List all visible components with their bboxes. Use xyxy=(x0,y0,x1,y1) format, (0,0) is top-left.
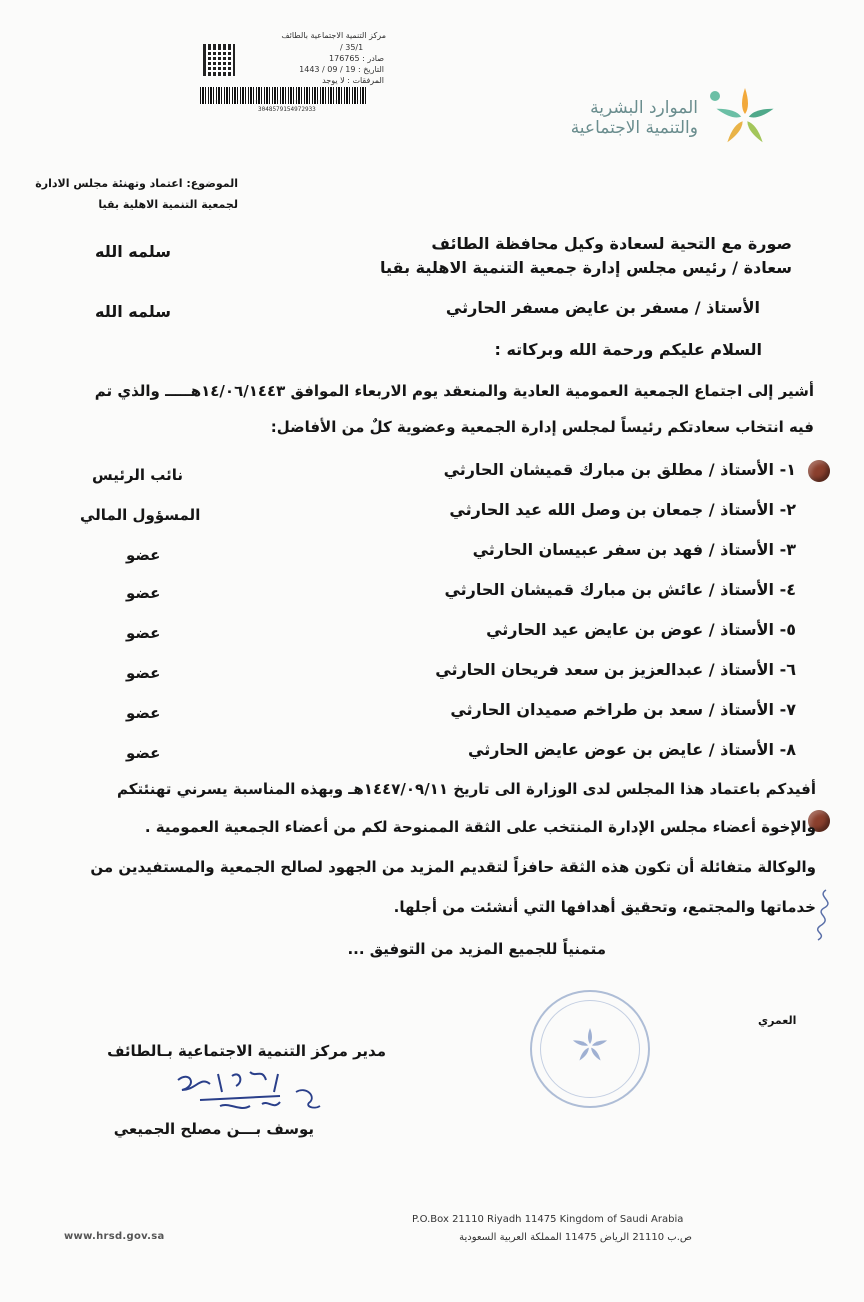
member-role: عضو xyxy=(126,546,161,564)
signatory-name: يوسف بـــن مصلح الجميعي xyxy=(113,1120,314,1138)
member-name: ٤- الأستاذ / عائش بن مبارك قميشان الحارثي xyxy=(444,580,796,599)
website-link[interactable]: www.hrsd.gov.sa xyxy=(64,1231,165,1242)
member-role: عضو xyxy=(126,624,161,642)
qr-code xyxy=(203,44,235,76)
handwritten-signature xyxy=(170,1066,330,1122)
subject-line2: لجمعية التنمية الاهلية بقيا xyxy=(98,198,238,211)
closing-line5: متمنياً للجميع المزيد من التوفيق ... xyxy=(347,940,606,958)
closing-line1: أفيدكم باعتماد هذا المجلس لدى الوزارة الى تاريخ ١٤٤٧/٠٩/١١هـ وبهذه المناسبة يسرني تهنئتكم xyxy=(117,780,816,798)
member-name: ٣- الأستاذ / فهد بن سفر عبيسان الحارثي xyxy=(472,540,796,559)
member-name: ٦- الأستاذ / عبدالعزيز بن سعد فريحان الحارثي xyxy=(435,660,796,679)
member-role: عضو xyxy=(126,744,161,762)
hrsd-logo-icon xyxy=(700,82,790,152)
paragraph-1-line1: أشير إلى اجتماع الجمعية العمومية العادية والمنعقد يوم الاربعاء الموافق ١٤/٠٦/١٤٤٣هـــــ والذي تم xyxy=(94,382,814,400)
ref-attachments: المرفقات : لا يوجد xyxy=(322,76,384,85)
closing-line3: والوكالة متفائلة أن تكون هذه الثقة حافزاً لتقديم المزيد من الجهود لصالح الجمعية والمستفيدين من xyxy=(90,858,816,876)
member-role: عضو xyxy=(126,584,161,602)
member-name: ٥- الأستاذ / عوض بن عايض عيد الحارثي xyxy=(486,620,796,639)
official-stamp xyxy=(530,990,650,1108)
closing-line2: والإخوة أعضاء مجلس الإدارة المنتخب على الثقة الممنوحة لكم من أعضاء الجمعية العمومية . xyxy=(144,818,816,836)
member-name: ٢- الأستاذ / جمعان بن وصل الله عيد الحارثي xyxy=(449,500,796,519)
copy-blessing: سلمه الله xyxy=(95,242,171,261)
member-role: المسؤول المالي xyxy=(80,506,201,524)
greeting: السلام عليكم ورحمة الله وبركاته : xyxy=(494,340,762,359)
subject-line1: الموضوع: اعتماد وتهنئة مجلس الادارة xyxy=(35,177,238,190)
member-name: ٨- الأستاذ / عايض بن عوض عايض الحارثي xyxy=(468,740,796,759)
copy-line: صورة مع التحية لسعادة وكيل محافظة الطائف xyxy=(431,234,792,253)
member-name: ٧- الأستاذ / سعد بن طراخم صميدان الحارثي xyxy=(450,700,796,719)
clerk-initials: العمري xyxy=(758,1014,797,1027)
member-name: ١- الأستاذ / مطلق بن مبارك قميشان الحارثي xyxy=(443,460,796,479)
hole-punch-top xyxy=(808,460,830,482)
ref-line1: / 35/1 xyxy=(340,43,364,52)
ref-center: مركز التنمية الاجتماعية بالطائف xyxy=(281,31,386,40)
ref-outgoing: صادر : 176765 xyxy=(329,54,384,63)
ref-date: التاريخ : 19 / 09 / 1443 xyxy=(299,65,384,74)
barcode xyxy=(200,87,368,104)
footer-address-ar: ص.ب 21110 الرياض 11475 المملكة العربية السعودية xyxy=(459,1232,692,1243)
handwritten-initial-mark xyxy=(806,886,842,942)
member-role: عضو xyxy=(126,664,161,682)
logo-text-line2: والتنمية الاجتماعية xyxy=(570,118,698,138)
footer-address-en: P.O.Box 21110 Riyadh 11475 Kingdom of Saudi Arabia xyxy=(412,1214,684,1225)
recipient-name: الأستاذ / مسفر بن عايض مسفر الحارثي xyxy=(445,298,760,317)
member-role: عضو xyxy=(126,704,161,722)
paragraph-1-line2: فيه انتخاب سعادتكم رئيساً لمجلس إدارة الجمعية وعضوية كلٌ من الأفاضل: xyxy=(270,418,814,436)
member-role: نائب الرئيس xyxy=(92,466,184,484)
chair-line: سعادة / رئيس مجلس إدارة جمعية التنمية الاهلية بقيا xyxy=(380,258,792,277)
barcode-number: 3048579154972933 xyxy=(258,106,316,113)
recipient-blessing: سلمه الله xyxy=(95,302,171,321)
closing-line4: خدماتها والمجتمع، وتحقيق أهدافها التي أنشئت من أجلها. xyxy=(393,898,816,916)
signatory-title: مدير مركز التنمية الاجتماعية بـالطائف xyxy=(107,1042,386,1060)
logo-text-line1: الموارد البشرية xyxy=(590,98,698,118)
stamp-logo-icon xyxy=(570,1026,610,1066)
